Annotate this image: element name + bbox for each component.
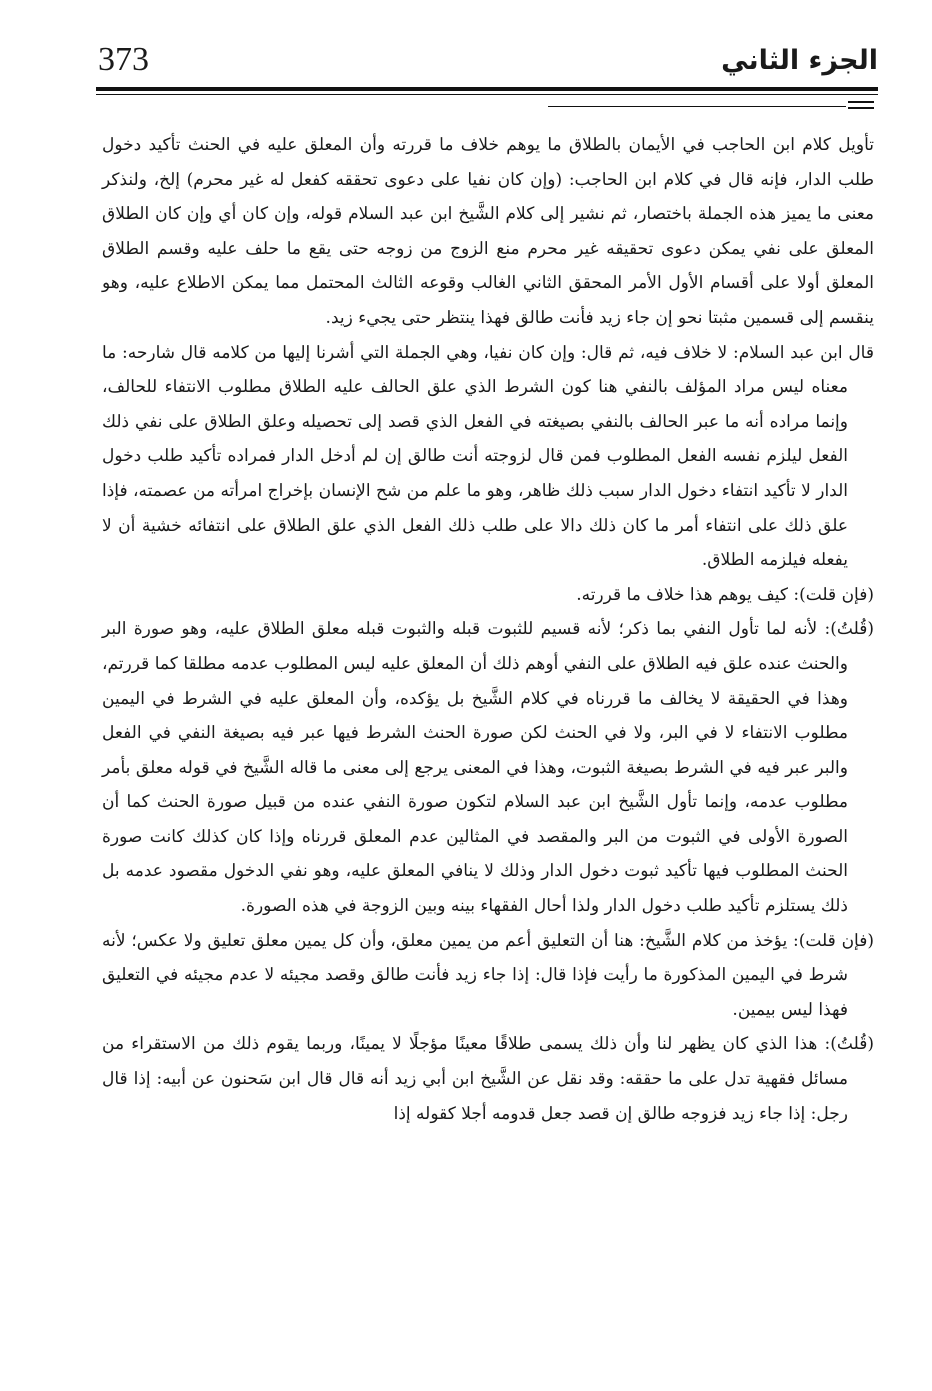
paragraph-answer-1: (قُلتُ): لأنه لما تأول النفي بما ذكر؛ لأنه قسيم للثبوت قبله والثبوت قبله معلق الطلاق عليه، وهو صورة البر والحنث عنده علق فيه الطلاق على النفي أوهم ذلك أن المعلق عليه ليس المطلوب عدمه مطلقا كما قررتم، وهذا في الحقيقة لا يخالف ما قررناه في كلام الشَّيخ بل يؤكده، وأن المعلق عليه في الشرط في اليمين مطلوب الانتفاء لا في البر، ولا في الحنث لكن صورة الحنث الشرط فيها عبر فيه بصيغة النفي في الفعل والبر عبر فيه في الشرط بصيغة الثبوت، وهذا في المعنى يرجع إلى معنى ما قاله الشَّيخ في قوله معلق بأمر مطلوب عدمه، وإنما تأول الشَّيخ ابن عبد السلام لتكون صورة النفي عنده من قبيل صورة الحنث كما أن الصورة الأولى في الثبوت من البر والمقصد في المثالين عدم المعلق قررناه وإذا كان كذلك كانت صورة الحنث المطلوب فيها تأكيد ثبوت دخول الدار وذلك لا ينافي المعلق عليه، وهو نفي الدخول مقصود عدمه بل ذلك يستلزم تأكيد طلب دخول الدار ولذا أحال الفقهاء بينه وبين الزوجة في هذه الصورة. [102, 619, 874, 917]
paragraph-answer-2: (قُلتُ): هذا الذي كان يظهر لنا وأن ذلك يسمى طلاقًا معينًا مؤجلًا لا يمينًا، وربما يقوم ذلك من الاستقراء من مسائل فقهية تدل على ما حققه: وقد نقل عن الشَّيخ ابن أبي زيد أنه قال قال ابن سَحنون عن أبيه: إذا قال رجل: إذا جاء زيد فزوجه طالق إن قصد جعل قدومه أجلا كقوله إذا [102, 1034, 874, 1124]
page-header [96, 36, 878, 84]
header-ornament-line [548, 106, 846, 107]
paragraph-question-2: (فإن قلت): يؤخذ من كلام الشَّيخ: هنا أن التعليق أعم من يمين معلق، وأن كل يمين معلق تعليق ولا عكس؛ لأنه شرط في اليمين المذكورة ما رأيت فإذا قال: إذا جاء زيد فأنت طالق وقصد مجيئه لا عدم مجيئه في التعليق فهذا ليس بيمين. [102, 930, 874, 1020]
paragraph-ibn-abd-salam: قال ابن عبد السلام: لا خلاف فيه، ثم قال: وإن كان نفيا، وهي الجملة التي أشرنا إليها من كلامه قال شارحه: ما معناه ليس مراد المؤلف بالنفي هنا كون الشرط الذي علق الحالف عليه الطلاق مطلوب الانتفاء للحالف، وإنما مراده أنه ما عبر الحالف بالنفي بصيغته في الفعل الذي قصد إلى تحصيله وعلق الطلاق على نفي ذلك الفعل ليلزم نفسه الفعل المطلوب فمن قال لزوجته أنت طالق إن لم أدخل الدار فمراده تأكيد طلب دخول الدار لا تأكيد انتفاء دخول الدار سبب ذلك ظاهر، وهو ما علم من شح الإنسان بإخراج امرأته من عصمته، فإذا علق ذلك على انتفاء أمر ما كان ذلك دالا على طلب ذلك الفعل الذي علق الطلاق على انتفائه خشية أن لا يفعله فيلزمه الطلاق. [102, 342, 874, 571]
paragraph-question-1: (فإن قلت): كيف يوهم هذا خلاف ما قررته. [576, 584, 874, 605]
page-number: 373 [98, 41, 149, 78]
header-ornament-icon [848, 101, 874, 110]
paragraph-continuation: تأويل كلام ابن الحاجب في الأيمان بالطلاق ما يوهم خلاف ما قررته وأن المعلق عليه في الحنث تأكيد دخول طلب الدار، فإنه قال في كلام ابن الحاجب: (وإن كان نفيا على دعوى تحققه كفعل له غير محرم) إلخ، ولنذكر معنى ما يميز هذه الجملة باختصار، ثم نشير إلى كلام الشَّيخ ابن عبد السلام قوله، وإن كان أي وإن كان الطلاق المعلق على نفي يمكن دعوى تحقيقه غير محرم منع الزوج من زوجه حتى يقع ما حلف عليه وقسم الطلاق المعلق أولا على أقسام الأول الأمر المحقق الثاني الغالب وقوعه الثالث المحتمل مما يمكن الاطلاع عليه، وهو ينقسم إلى قسمين مثبتا نحو إن جاء زيد فأنت طالق فهذا ينتظر حتى يجيء زيد. [102, 135, 875, 328]
part-title: الجزء الثاني [721, 45, 878, 76]
page-body [102, 128, 874, 1131]
header-rule-thick [96, 87, 878, 91]
header-rule-thin [96, 94, 878, 95]
